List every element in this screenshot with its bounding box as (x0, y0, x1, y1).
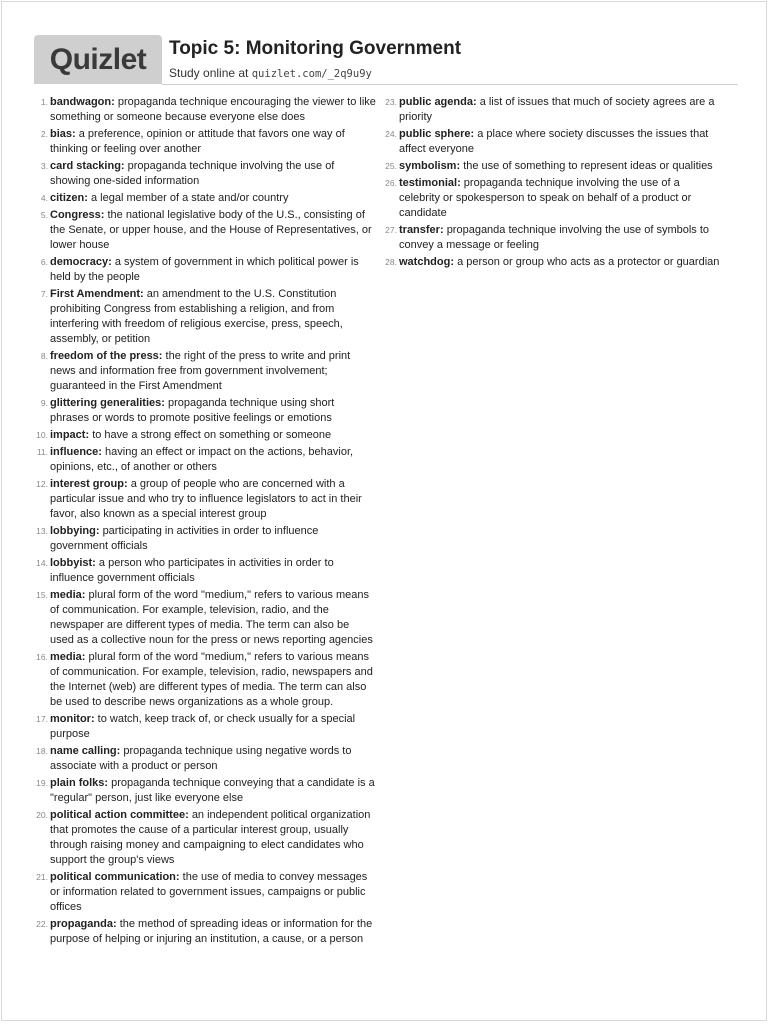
term-definition: a legal member of a state and/or country (90, 192, 289, 204)
term-number: 19. (36, 778, 48, 788)
term-definition: an independent political organization that promotes the cause of a particular interest group, usually through raising money and campaigning to elect candidates who support the group's views (50, 809, 371, 866)
term-word: public sphere: (399, 128, 475, 140)
term-body (399, 255, 723, 270)
term-entry (34, 477, 376, 522)
term-definition: plural form of the word "medium," refers to various means of communication. For example, television, radio, newspapers and the Internet (web) are different types of media. The term can also be used to describe news organizations as a whole group. (50, 651, 373, 708)
term-definition: propaganda technique involving the use of a celebrity or spokesperson to speak on behalf of a product or candidate (399, 177, 692, 219)
term-definition: a preference, opinion or attitude that favors one way of thinking or feeling over another (50, 128, 345, 155)
term-word: card stacking: (50, 160, 125, 172)
term-word: bandwagon: (50, 96, 115, 108)
term-word: citizen: (50, 192, 88, 204)
term-body (50, 524, 376, 554)
term-word: propaganda: (50, 918, 117, 930)
term-word: public agenda: (399, 96, 477, 108)
term-definition: propaganda technique involving the use of symbols to convey a message or feeling (399, 224, 710, 251)
term-body (50, 208, 376, 253)
term-number: 22. (36, 919, 48, 929)
page-title: Topic 5: Monitoring Government (169, 38, 462, 59)
term-number: 20. (36, 810, 48, 820)
term-number: 21. (36, 872, 48, 882)
quizlet-logo (34, 35, 162, 84)
term-word: freedom of the press: (50, 350, 163, 362)
term-number: 11. (36, 447, 48, 457)
study-online-label: Study online at (169, 66, 249, 80)
term-number: 27. (385, 225, 397, 235)
term-number: 7. (40, 289, 48, 299)
term-word: interest group: (50, 478, 128, 490)
term-number: 12. (36, 479, 48, 489)
term-entry (34, 428, 376, 443)
term-entry (34, 255, 376, 285)
term-number: 16. (36, 652, 48, 662)
term-body (50, 556, 376, 586)
term-number: 17. (36, 714, 48, 724)
term-number: 1. (40, 97, 48, 107)
term-entry (34, 712, 376, 742)
term-word: symbolism: (399, 160, 461, 172)
term-word: democracy: (50, 256, 112, 268)
term-number: 8. (40, 351, 48, 361)
term-number: 9. (40, 398, 48, 408)
term-definition: a list of issues that much of society agrees are a priority (399, 96, 715, 123)
term-body (50, 191, 376, 206)
term-entry (34, 808, 376, 868)
term-entry (34, 191, 376, 206)
term-number: 26. (385, 178, 397, 188)
header (34, 35, 738, 85)
study-online-line (169, 66, 372, 80)
term-body (50, 870, 376, 915)
term-number: 13. (36, 526, 48, 536)
logo-text: Quizlet (49, 42, 147, 76)
study-sheet-page (1, 1, 767, 1021)
term-body (50, 712, 376, 742)
term-body (50, 776, 376, 806)
term-body (399, 176, 723, 221)
term-definition: a system of government in which political power is held by the people (50, 256, 359, 283)
term-definition: plural form of the word "medium," refers to various means of communication. For example, television, radio, and the newspaper are different types of media. The term can also be used as a collective noun for the press or news reporting agencies (50, 589, 373, 646)
term-entry (34, 95, 376, 125)
term-definition: propaganda technique involving the use of showing one-sided information (50, 160, 335, 187)
term-word: Congress: (50, 209, 105, 221)
term-definition: the method of spreading ideas or information for the purpose of helping or injuring an institution, a cause, or a person (50, 918, 373, 945)
term-body (399, 127, 723, 157)
header-divider (162, 84, 738, 85)
term-definition: to watch, keep track of, or check usually for a special purpose (50, 713, 356, 740)
term-body (50, 744, 376, 774)
term-word: bias: (50, 128, 76, 140)
term-number: 3. (40, 161, 48, 171)
term-word: impact: (50, 429, 90, 441)
study-url-link[interactable]: quizlet.com/_2q9u9y (251, 68, 372, 80)
term-word: transfer: (399, 224, 444, 236)
term-number: 6. (40, 257, 48, 267)
term-entry (34, 870, 376, 915)
terms-column-left (34, 95, 376, 949)
term-entry (34, 445, 376, 475)
term-entry (34, 744, 376, 774)
term-definition: an amendment to the U.S. Constitution prohibiting Congress from establishing a religion, and from interfering with freedom of religious exercise, press, speech, assembly, or petition (50, 288, 343, 345)
term-entry (34, 917, 376, 947)
term-entry (34, 208, 376, 253)
term-body (50, 650, 376, 710)
term-word: First Amendment: (50, 288, 144, 300)
term-entry (34, 159, 376, 189)
term-number: 18. (36, 746, 48, 756)
term-word: watchdog: (399, 256, 454, 268)
term-entry (383, 223, 723, 253)
term-word: political communication: (50, 871, 180, 883)
term-definition: propaganda technique using short phrases or words to promote positive feelings or emotions (50, 397, 335, 424)
term-definition: propaganda technique using negative words to associate with a product or person (50, 745, 352, 772)
term-body (50, 588, 376, 648)
term-word: influence: (50, 446, 102, 458)
term-body (399, 95, 723, 125)
term-definition: propaganda technique conveying that a candidate is a "regular" person, just like everyone else (50, 777, 375, 804)
term-body (50, 127, 376, 157)
term-entry (383, 159, 723, 174)
term-number: 15. (36, 590, 48, 600)
term-definition: the right of the press to write and print news and information free from government involvement; guaranteed in the First Amendment (50, 350, 351, 392)
term-number: 10. (36, 430, 48, 440)
term-word: lobbyist: (50, 557, 96, 569)
term-entry (34, 349, 376, 394)
term-word: media: (50, 589, 86, 601)
term-word: plain folks: (50, 777, 109, 789)
term-definition: a person who participates in activities in order to influence government officials (50, 557, 334, 584)
term-body (50, 255, 376, 285)
term-number: 23. (385, 97, 397, 107)
term-entry (34, 650, 376, 710)
term-body (50, 428, 376, 443)
term-word: media: (50, 651, 86, 663)
term-entry (34, 524, 376, 554)
term-body (50, 349, 376, 394)
term-definition: participating in activities in order to influence government officials (50, 525, 319, 552)
term-entry (34, 588, 376, 648)
term-number: 4. (40, 193, 48, 203)
term-word: lobbying: (50, 525, 100, 537)
term-definition: the use of media to convey messages or information related to government issues, campaigns or public offices (50, 871, 368, 913)
term-number: 28. (385, 257, 397, 267)
term-word: testimonial: (399, 177, 461, 189)
term-number: 14. (36, 558, 48, 568)
term-entry (383, 176, 723, 221)
term-number: 24. (385, 129, 397, 139)
term-word: monitor: (50, 713, 95, 725)
term-definition: a person or group who acts as a protector or guardian (457, 256, 720, 268)
term-entry (34, 127, 376, 157)
term-definition: propaganda technique encouraging the viewer to like something or someone because everyone else does (50, 96, 376, 123)
term-number: 25. (385, 161, 397, 171)
terms-column-right (383, 95, 723, 272)
term-number: 5. (40, 210, 48, 220)
term-body (50, 95, 376, 125)
term-entry (383, 127, 723, 157)
term-entry (383, 255, 723, 270)
term-entry (34, 556, 376, 586)
term-body (50, 445, 376, 475)
term-entry (34, 776, 376, 806)
term-definition: the use of something to represent ideas or qualities (463, 160, 713, 172)
term-number: 2. (40, 129, 48, 139)
term-definition: the national legislative body of the U.S., consisting of the Senate, or upper house, and the House of Representatives, or lower house (50, 209, 372, 251)
term-definition: a group of people who are concerned with a particular issue and who try to influence legislators to act in their favor, also known as a special interest group (50, 478, 362, 520)
term-body (50, 287, 376, 347)
term-body (50, 159, 376, 189)
term-word: political action committee: (50, 809, 189, 821)
term-body (50, 477, 376, 522)
term-entry (34, 396, 376, 426)
term-entry (383, 95, 723, 125)
term-definition: having an effect or impact on the actions, behavior, opinions, etc., of another or others (50, 446, 354, 473)
term-body (50, 396, 376, 426)
term-body (50, 917, 376, 947)
term-definition: a place where society discusses the issues that affect everyone (399, 128, 709, 155)
term-body (50, 808, 376, 868)
term-word: glittering generalities: (50, 397, 165, 409)
term-definition: to have a strong effect on something or someone (92, 429, 332, 441)
term-body (399, 159, 723, 174)
term-word: name calling: (50, 745, 121, 757)
term-body (399, 223, 723, 253)
term-entry (34, 287, 376, 347)
